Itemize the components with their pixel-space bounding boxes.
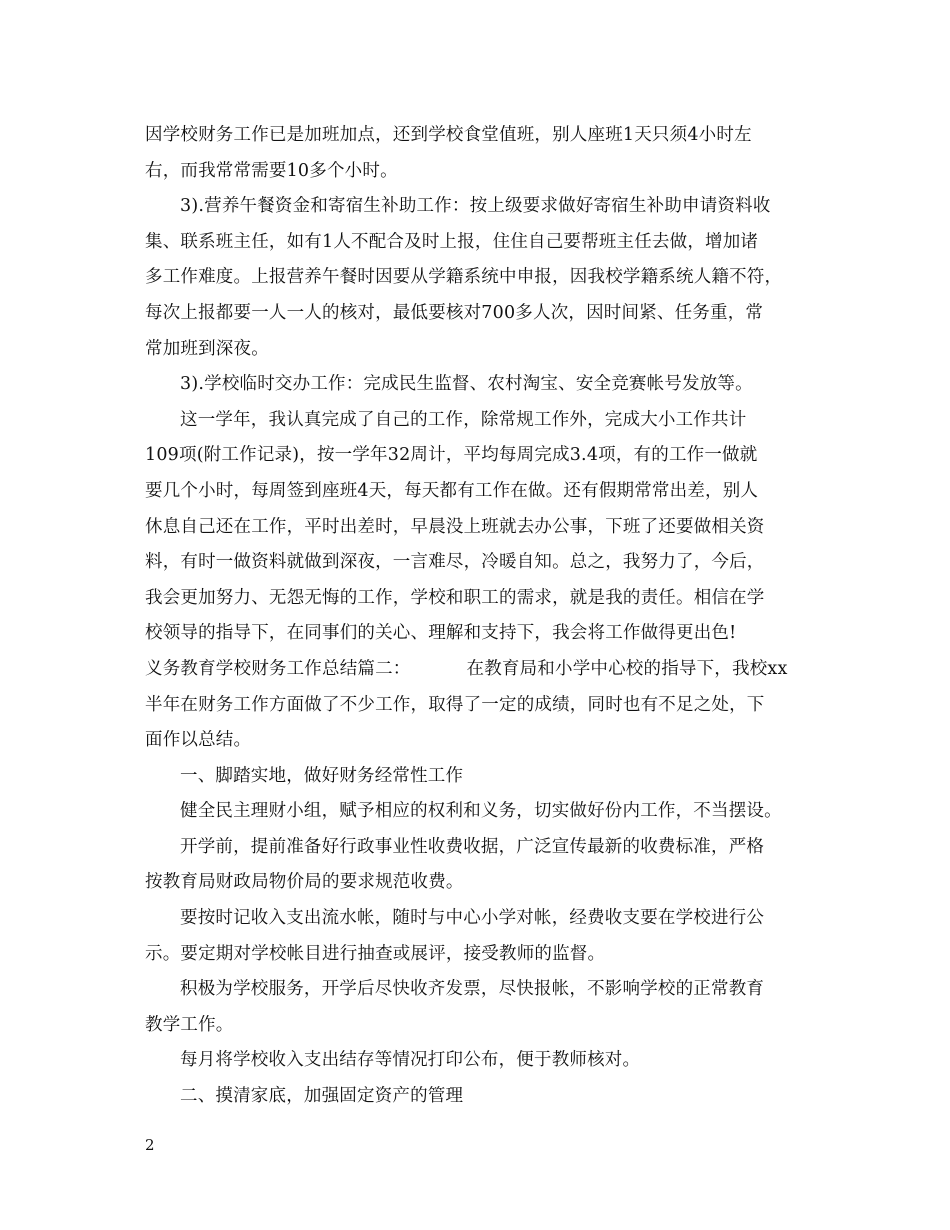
page-number: 2 xyxy=(145,1136,155,1154)
paragraph-line: 每次上报都要一人一人的核对，最低要核对700多人次，因时间紧、任务重，常 xyxy=(145,302,764,323)
paragraph-line: 109项(附工作记录)，按一学年32周计，平均每周完成3.4项，有的工作一做就 xyxy=(145,445,758,466)
paragraph-line: 3).学校临时交办工作：完成民生监督、农村淘宝、安全竞赛帐号发放等。 xyxy=(180,374,753,395)
paragraph-line: 半年在财务工作方面做了不少工作，取得了一定的成绩，同时也有不足之处，下 xyxy=(145,694,765,715)
subheading-line: 一、脚踏实地，做好财务经常性工作 xyxy=(180,765,464,786)
section-heading-line xyxy=(145,652,813,688)
paragraph-line: 要按时记收入支出流水帐，随时与中心小学对帐，经费收支要在学校进行公 xyxy=(180,908,765,929)
paragraph-line: 每月将学校收入支出结存等情况打印公布，便于教师核对。 xyxy=(180,1050,641,1071)
paragraph-line: 教学工作。 xyxy=(145,1014,234,1035)
paragraph-line: 积极为学校服务，开学后尽快收齐发票，尽快报帐，不影响学校的正常教育 xyxy=(180,979,765,1000)
paragraph-line: 料，有时一做资料就做到深夜，一言难尽，冷暖自知。总之，我努力了，今后， xyxy=(145,552,765,573)
paragraph-line: 因学校财务工作已是加班加点，还到学校食堂值班，别人座班1天只须4小时左 xyxy=(145,125,752,145)
paragraph-line: 示。要定期对学校帐目进行抽查或展评，接受教师的监督。 xyxy=(145,943,606,964)
paragraph-line: 要几个小时，每周签到座班4天，每天都有工作在做。还有假期常常出差，别人 xyxy=(145,480,759,501)
section-intro-text: 在教育局和小学中心校的指导下，我校xx xyxy=(466,658,788,679)
paragraph-line: 常加班到深夜。 xyxy=(145,338,269,359)
paragraph-line: 按教育局财政局物价局的要求规范收费。 xyxy=(145,872,464,893)
paragraph-line: 多工作难度。上报营养午餐时因要从学籍系统中申报，因我校学籍系统人籍不符， xyxy=(145,267,783,288)
paragraph-line: 这一学年，我认真完成了自己的工作，除常规工作外，完成大小工作共计 xyxy=(180,409,747,430)
document-body xyxy=(145,118,813,1115)
paragraph-line: 3).营养午餐资金和寄宿生补助工作：按上级要求做好寄宿生补助申请资料收 xyxy=(180,196,771,217)
paragraph-line: 我会更加努力、无怨无悔的工作，学校和职工的需求，就是我的责任。相信在学 xyxy=(145,587,765,608)
section-title: 义务教育学校财务工作总结篇二： xyxy=(145,658,411,679)
subheading-line: 二、摸清家底，加强固定资产的管理 xyxy=(180,1086,464,1107)
paragraph-line: 休息自己还在工作，平时出差时，早晨没上班就去办公事，下班了还要做相关资 xyxy=(145,516,765,537)
paragraph-line: 面作以总结。 xyxy=(145,730,252,751)
paragraph-line: 健全民主理财小组，赋予相应的权利和义务，切实做好份内工作，不当摆设。 xyxy=(180,801,782,822)
paragraph-line: 开学前，提前准备好行政事业性收费收据，广泛宣传最新的收费标准，严格 xyxy=(180,836,765,857)
paragraph-line: 右，而我常常需要10多个小时。 xyxy=(145,160,398,181)
paragraph-line: 集、联系班主任，如有1人不配合及时上报，住住自己要帮班主任去做，增加诸 xyxy=(145,231,759,252)
paragraph-line: 校领导的指导下，在同事们的关心、理解和支持下，我会将工作做得更出色! xyxy=(145,623,737,644)
